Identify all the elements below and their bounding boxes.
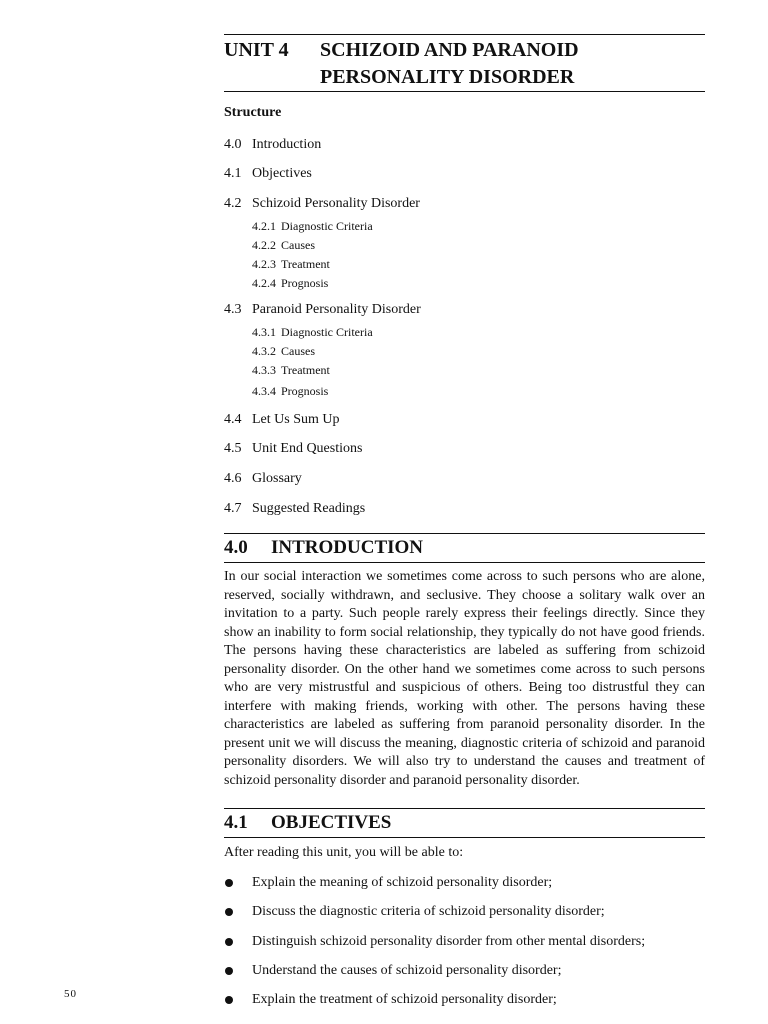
section-rule-bottom — [224, 562, 705, 563]
toc-text: Treatment — [281, 257, 330, 271]
bullet-icon — [225, 879, 233, 887]
section-rule-top — [224, 808, 705, 809]
structure-heading: Structure — [224, 105, 282, 120]
toc-text: Introduction — [252, 137, 322, 152]
toc-text: Schizoid Personality Disorder — [252, 196, 420, 211]
introduction-paragraph: In our social interaction we sometimes come across to such persons who are alone, reserved, socially withdrawn, and seclusive. They choose a solitary walk over an invitation to a party. Such people rarely express their feelings directly. Since they show an inability to form social relationship, they typically do not have good friends. The persons having these characteristics are labeled as suffering from schizoid personality disorder. On the other hand we sometimes come across to such persons who are very mistrustful and suspicious of others. Being too distrustful they can interfere with making friends, working with other. The persons having these characteristics are labeled as suffering from paranoid personality disorder. In the present unit we will discuss the meaning, diagnostic criteria of schizoid and paranoid personality disorders. We will also try to understand the causes and treatment of schizoid personality disorder and paranoid personality disorder. — [224, 569, 705, 788]
section-title: INTRODUCTION — [271, 537, 424, 558]
toc-text: Prognosis — [281, 276, 329, 290]
toc-number: 4.3.1 — [252, 325, 276, 339]
objectives-intro: After reading this unit, you will be able to: — [224, 845, 464, 860]
toc-text: Unit End Questions — [252, 441, 363, 456]
toc-number: 4.5 — [224, 441, 242, 456]
bullet-icon — [225, 938, 233, 946]
toc-text: Glossary — [252, 471, 302, 486]
toc-text: Diagnostic Criteria — [281, 325, 373, 339]
toc-text: Let Us Sum Up — [252, 412, 340, 427]
toc-text: Paranoid Personality Disorder — [252, 302, 421, 317]
toc-number: 4.4 — [224, 412, 242, 427]
section-number: 4.0 — [224, 537, 248, 558]
toc-number: 4.2.4 — [252, 276, 276, 290]
toc-number: 4.3.4 — [252, 384, 276, 398]
unit-label: UNIT 4 — [224, 39, 289, 61]
objective-text: Explain the meaning of schizoid personality disorder; — [252, 875, 553, 890]
toc-text: Objectives — [252, 166, 312, 181]
toc-number: 4.2.3 — [252, 257, 276, 271]
toc-number: 4.6 — [224, 471, 242, 486]
toc-number: 4.2 — [224, 196, 242, 211]
title-bottom-rule — [224, 91, 705, 92]
bullet-icon — [225, 908, 233, 916]
toc-text: Suggested Readings — [252, 501, 366, 516]
bullet-icon — [225, 996, 233, 1004]
toc-number: 4.1 — [224, 166, 242, 181]
toc-number: 4.2.1 — [252, 219, 276, 233]
top-rule — [224, 34, 705, 35]
toc-text: Diagnostic Criteria — [281, 219, 373, 233]
section-number: 4.1 — [224, 812, 248, 833]
page-number: 50 — [64, 988, 77, 1000]
toc-text: Causes — [281, 344, 315, 358]
objective-text: Distinguish schizoid personality disorder from other mental disorders; — [252, 934, 646, 949]
objective-text: Discuss the diagnostic criteria of schizoid personality disorder; — [252, 904, 605, 919]
toc-number: 4.7 — [224, 501, 242, 516]
objective-text: Explain the treatment of schizoid personality disorder; — [252, 992, 557, 1007]
section-title: OBJECTIVES — [271, 812, 392, 833]
toc-number: 4.0 — [224, 137, 242, 152]
section-rule-bottom — [224, 837, 705, 838]
objective-text: Understand the causes of schizoid personality disorder; — [252, 963, 562, 978]
toc-text: Treatment — [281, 363, 330, 377]
bullet-icon — [225, 967, 233, 975]
unit-heading: SCHIZOID AND PARANOID PERSONALITY DISORDER — [320, 39, 579, 88]
toc-text: Prognosis — [281, 384, 329, 398]
toc-text: Causes — [281, 238, 315, 252]
toc-number: 4.3.3 — [252, 363, 276, 377]
toc-number: 4.2.2 — [252, 238, 276, 252]
toc-number: 4.3.2 — [252, 344, 276, 358]
toc-number: 4.3 — [224, 302, 242, 317]
section-rule-top — [224, 533, 705, 534]
